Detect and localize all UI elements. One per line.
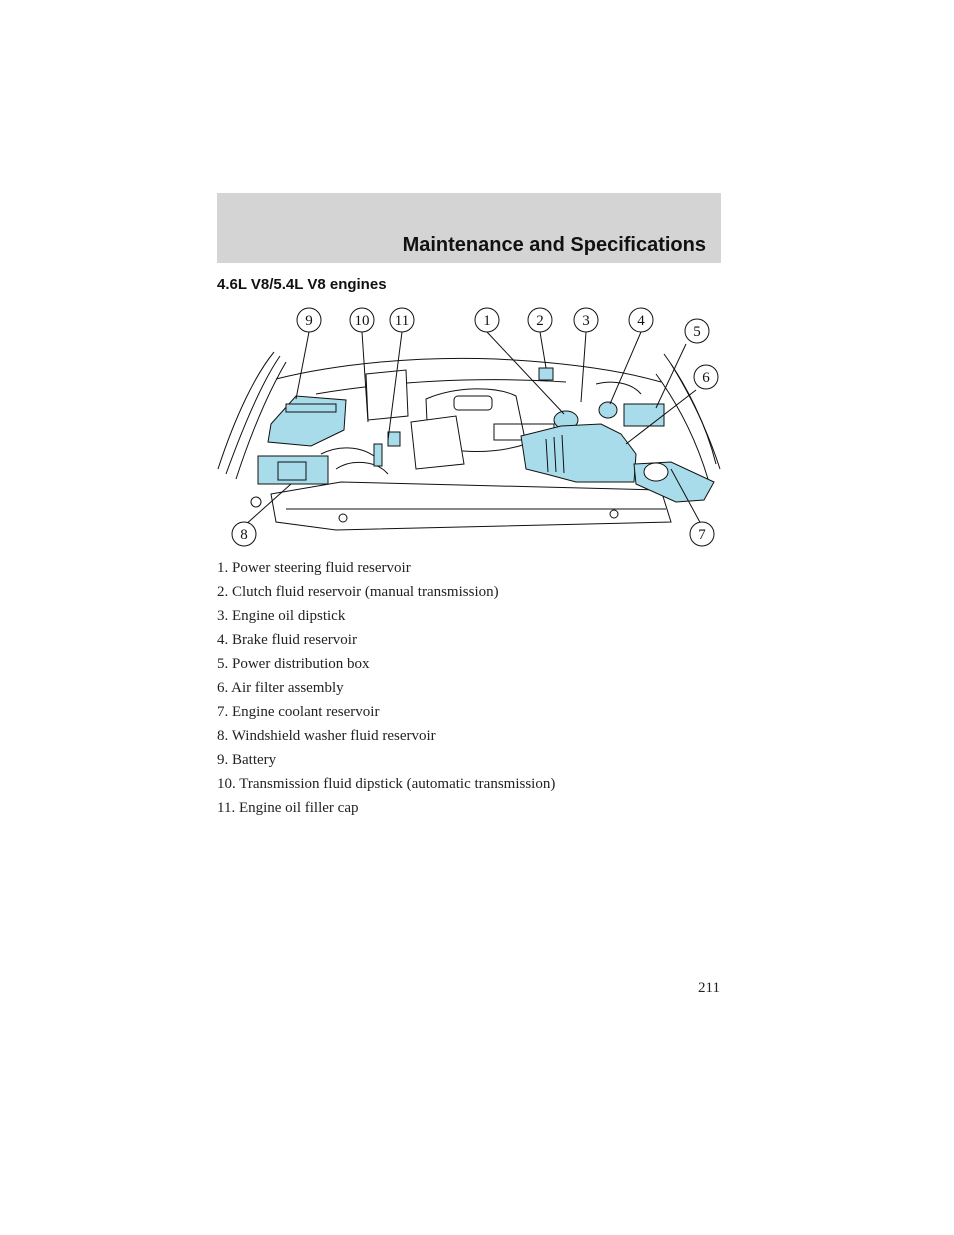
legend-item: 7. Engine coolant reservoir bbox=[217, 704, 380, 720]
callout-label: 1 bbox=[483, 313, 491, 329]
legend-item: 11. Engine oil filler cap bbox=[217, 800, 359, 816]
legend-item: 10. Transmission fluid dipstick (automatic transmission) bbox=[217, 776, 556, 792]
legend-item: 4. Brake fluid reservoir bbox=[217, 632, 357, 648]
callout-label: 9 bbox=[305, 313, 313, 329]
callout-label: 5 bbox=[693, 324, 701, 340]
callout-label: 11 bbox=[394, 313, 410, 329]
callout-label: 4 bbox=[637, 313, 645, 329]
legend-item: 1. Power steering fluid reservoir bbox=[217, 560, 411, 576]
callout-label: 2 bbox=[536, 313, 544, 329]
page-title: Maintenance and Specifications bbox=[402, 234, 706, 256]
legend-item: 3. Engine oil dipstick bbox=[217, 608, 346, 624]
legend-item: 5. Power distribution box bbox=[217, 656, 370, 672]
callout-label: 10 bbox=[354, 313, 370, 329]
callout-label: 6 bbox=[702, 370, 710, 386]
component-legend bbox=[217, 556, 555, 820]
header-band bbox=[217, 193, 721, 263]
legend-item: 2. Clutch fluid reservoir (manual transmission) bbox=[217, 584, 499, 600]
callout-label: 7 bbox=[698, 527, 706, 543]
legend-item: 6. Air filter assembly bbox=[217, 680, 344, 696]
page-number: 211 bbox=[698, 980, 720, 996]
section-title: 4.6L V8/5.4L V8 engines bbox=[217, 276, 387, 293]
callout-label: 8 bbox=[240, 527, 248, 543]
callout-label: 3 bbox=[582, 313, 590, 329]
engine-compartment-diagram bbox=[216, 304, 722, 554]
legend-item: 8. Windshield washer fluid reservoir bbox=[217, 728, 436, 744]
legend-item: 9. Battery bbox=[217, 752, 277, 768]
